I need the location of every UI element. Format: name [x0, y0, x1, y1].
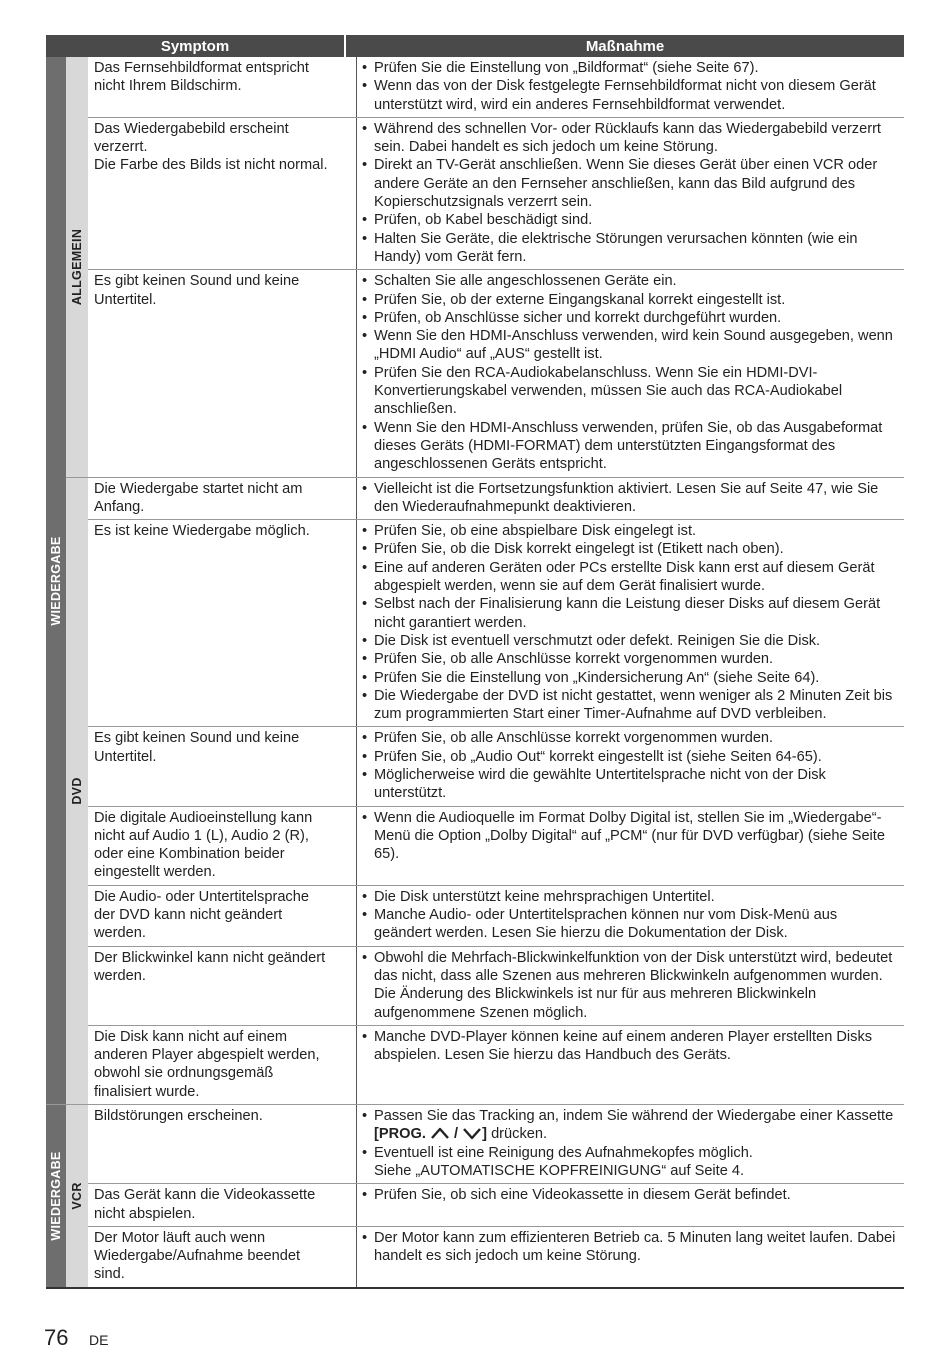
measure-item: [362, 1144, 898, 1162]
measure-item: [362, 595, 898, 632]
measure-text: Prüfen Sie, ob eine abspielbare Disk eingelegt ist.: [374, 523, 697, 540]
symptom-cell: Die digitale Audioeinstellung kann nicht auf Audio 1 (L), Audio 2 (R), oder eine Kombination beider eingestellt werden.: [88, 807, 357, 885]
bullet-icon: •: [362, 157, 368, 174]
measure-item: [362, 291, 898, 309]
bullet-icon: •: [362, 523, 368, 540]
section-label: [46, 57, 66, 1104]
measure-text: Prüfen Sie, ob sich eine Videokassette in diesem Gerät befindet.: [374, 1187, 791, 1204]
measure-cell: [357, 807, 904, 885]
measure-continuation: Siehe „AUTOMATISCHE KOPFREINIGUNG“ auf Seite 4.: [374, 1162, 745, 1179]
symptom-cell: Es gibt keinen Sound und keine Untertitel.: [88, 270, 357, 476]
measure-item: [362, 419, 898, 474]
subsection-allgemein: [66, 57, 904, 477]
measure-text: Prüfen Sie, ob die Disk korrekt eingelegt ist (Etikett nach oben).: [374, 541, 784, 558]
measure-item: [362, 687, 898, 724]
subsection-label-text: DVD: [70, 777, 84, 805]
measure-text: Vielleicht ist die Fortsetzungsfunktion aktiviert. Lesen Sie auf Seite 47, wie Sie den Wiederaufnahmepunkt deaktivieren.: [374, 480, 879, 515]
bullet-icon: •: [362, 328, 368, 345]
measure-cell: [357, 1026, 904, 1104]
bullet-icon: •: [362, 651, 368, 668]
chevron-up-icon: [430, 1126, 450, 1140]
measure-text: Während des schnellen Vor- oder Rücklaufs kann das Wiedergabebild verzerrt sein. Dabei handelt es sich jedoch um keine Störung.: [374, 120, 881, 156]
prog-key-label: [374, 1126, 487, 1142]
measure-item: [362, 59, 898, 77]
table-row: [88, 806, 904, 885]
bullet-icon: •: [362, 730, 368, 747]
measure-item: [362, 906, 898, 943]
section-wiedergabe-disc: [46, 57, 904, 1104]
measure-text: Prüfen Sie die Einstellung von „Bildformat“ (siehe Seite 67).: [374, 60, 759, 76]
measure-item: [362, 949, 898, 1022]
measure-item: [362, 1229, 898, 1266]
measure-cell: [357, 947, 904, 1025]
measure-item: [362, 669, 898, 687]
language-code: DE: [89, 1332, 109, 1348]
bullet-icon: •: [362, 907, 368, 924]
symptom-cell: Es gibt keinen Sound und keine Untertitel.: [88, 727, 357, 805]
measure-text: Selbst nach der Finalisierung kann die Leistung dieser Disks auf diesem Gerät nicht garantiert werden.: [374, 596, 881, 631]
symptom-cell: Der Motor läuft auch wenn Wiedergabe/Aufnahme beendet sind.: [88, 1227, 357, 1287]
measure-item: [362, 1107, 898, 1144]
table-row: [88, 946, 904, 1025]
prog-key-separator: /: [454, 1126, 459, 1143]
bullet-icon: •: [362, 480, 368, 497]
page-number: 76: [44, 1325, 69, 1350]
bullet-icon: •: [362, 687, 368, 704]
table-row: [88, 1183, 904, 1226]
measure-cell: [357, 118, 904, 269]
measure-text: Eine auf anderen Geräten oder PCs erstellte Disk kann erst auf diesem Gerät abgespielt werden, wenn sie auf dem Gerät finalisiert wurde.: [374, 559, 875, 595]
measure-text: Wenn Sie den HDMI-Anschluss verwenden, prüfen Sie, ob das Ausgabeformat dieses Geräts (HDMI-FORMAT) dem unterstützten Eingangsformat des angeschlossenen Geräts entspricht.: [374, 419, 883, 473]
table-row: [88, 1226, 904, 1287]
measure-text: Manche Audio- oder Untertitelsprachen können nur vom Disk-Menü aus geändert werden. Lesen Sie hierzu die Dokumentation der Disk.: [374, 907, 838, 942]
measure-text: Prüfen Sie, ob alle Anschlüsse korrekt vorgenommen wurden.: [374, 730, 774, 747]
measure-item: [362, 327, 898, 364]
measure-cell: [357, 520, 904, 726]
symptom-cell: Die Audio- oder Untertitelsprache der DVD kann nicht geändert werden.: [88, 886, 357, 946]
measure-text: Prüfen, ob Anschlüsse sicher und korrekt durchgeführt wurden.: [374, 309, 782, 326]
subsection-label-text: VCR: [70, 1182, 84, 1210]
tracking-text: Passen Sie das Tracking an, indem Sie während der Wiedergabe einer Kassette: [374, 1108, 894, 1125]
measure-text: Schalten Sie alle angeschlossenen Geräte ein.: [374, 273, 677, 290]
symptom-cell: Das Fernsehbildformat entspricht nicht Ihrem Bildschirm.: [88, 57, 357, 117]
measure-text: Halten Sie Geräte, die elektrische Störungen verursachen könnten (wie ein Handy) vom Gerät fern.: [374, 230, 858, 265]
symptom-cell: Bildstörungen erscheinen.: [88, 1105, 357, 1183]
table-row: [88, 519, 904, 726]
bullet-icon: •: [362, 291, 368, 308]
troubleshooting-table: [46, 35, 904, 1289]
measure-text: Wenn Sie den HDMI-Anschluss verwenden, wird kein Sound ausgegeben, wenn „HDMI Audio“ auf „AUS“ gestellt ist.: [374, 328, 893, 363]
measure-item: [362, 888, 898, 906]
bullet-icon: •: [362, 364, 368, 381]
measure-item: [362, 632, 898, 650]
measure-text: Eventuell ist eine Reinigung des Aufnahmekopfes möglich.: [374, 1144, 753, 1161]
bullet-icon: •: [362, 888, 368, 905]
section-wiedergabe-vcr: [46, 1104, 904, 1287]
measure-item: [362, 766, 898, 803]
symptom-cell: Der Blickwinkel kann nicht geändert werden.: [88, 947, 357, 1025]
measure-item: [362, 309, 898, 327]
measure-item: [362, 1028, 898, 1065]
measure-cell: [357, 57, 904, 117]
measure-text: Die Disk ist eventuell verschmutzt oder defekt. Reinigen Sie die Disk.: [374, 632, 821, 649]
symptom-cell: Das Gerät kann die Videokassette nicht abspielen.: [88, 1184, 357, 1226]
measure-item: [362, 272, 898, 290]
bullet-icon: •: [362, 559, 368, 576]
measure-item: [362, 230, 898, 267]
subsection-label-text: ALLGEMEIN: [70, 228, 84, 305]
subsection-label: [66, 57, 88, 477]
measure-text: Wenn die Audioquelle im Format Dolby Digital ist, stellen Sie im „Wiedergabe“-Menü die Option „Dolby Digital“ auf „PCM“ (nur für DVD verfügbar) (siehe Seite 65).: [374, 809, 885, 863]
table-row: [88, 1105, 904, 1183]
subsection-vcr: [66, 1105, 904, 1287]
measure-text: Der Motor kann zum effizienteren Betrieb ca. 5 Minuten lang weitet laufen. Dabei handelt es sich jedoch um keine Störung.: [374, 1229, 896, 1265]
bullet-icon: •: [362, 1229, 368, 1246]
measure-cell: [357, 727, 904, 805]
symptom-cell: Die Wiedergabe startet nicht am Anfang.: [88, 478, 357, 520]
bullet-icon: •: [362, 669, 368, 686]
symptom-cell: Die Disk kann nicht auf einem anderen Player abgespielt werden, obwohl sie ordnungsgemäß finalisiert wurde.: [88, 1026, 357, 1104]
measure-item: [362, 748, 898, 766]
table-row: [88, 269, 904, 476]
measure-item: [362, 77, 898, 114]
bullet-icon: •: [362, 1144, 368, 1161]
measure-text: Manche DVD-Player können keine auf einem anderen Player erstellten Disks abspielen. Lesen Sie hierzu das Handbuch des Geräts.: [374, 1028, 873, 1064]
subsection-label: [66, 1105, 88, 1287]
measure-item: [362, 1186, 898, 1204]
measure-text: Prüfen, ob Kabel beschädigt sind.: [374, 212, 593, 229]
subsection-label: [66, 478, 88, 1105]
measure-item: [362, 540, 898, 558]
table-row: [88, 117, 904, 269]
table-row: [88, 478, 904, 520]
bullet-icon: •: [362, 230, 368, 247]
bullet-icon: •: [362, 949, 368, 966]
bullet-icon: •: [362, 309, 368, 326]
bullet-icon: •: [362, 596, 368, 613]
bullet-icon: •: [362, 632, 368, 649]
bullet-icon: •: [362, 1028, 368, 1045]
measure-text: Die Wiedergabe der DVD ist nicht gestattet, wenn weniger als 2 Minuten Zeit bis zum programmierten Start einer Timer-Aufnahme auf DVD verbleiben.: [374, 687, 893, 723]
bullet-icon: •: [362, 809, 368, 826]
measure-item: [362, 364, 898, 419]
measure-text: [374, 1107, 898, 1144]
subsection-dvd: [66, 477, 904, 1105]
section-label-text: WIEDERGABE: [49, 1151, 63, 1241]
tracking-text-end: drücken.: [487, 1126, 548, 1143]
measure-item: [362, 120, 898, 157]
measure-cell: [357, 1184, 904, 1226]
measure-text: Prüfen Sie den RCA-Audiokabelanschluss. Wenn Sie ein HDMI-DVI-Konvertierungskabel verwenden, müssen Sie auch das RCA-Audiokabel anschließen.: [374, 364, 843, 418]
bullet-icon: •: [362, 120, 368, 137]
measure-item: [362, 729, 898, 747]
table-row: [88, 726, 904, 805]
measure-text: Prüfen Sie die Einstellung von „Kindersicherung An“ (siehe Seite 64).: [374, 669, 820, 686]
measure-text: Prüfen Sie, ob alle Anschlüsse korrekt vorgenommen wurden.: [374, 651, 774, 668]
prog-key-close: ]: [482, 1126, 488, 1143]
prog-key-open: [PROG.: [374, 1126, 426, 1143]
measure-cell: [357, 478, 904, 520]
measure-item: [362, 559, 898, 596]
measure-cell: [357, 886, 904, 946]
table-header: [46, 35, 904, 57]
measure-cell: [357, 1105, 904, 1183]
measure-text: Prüfen Sie, ob der externe Eingangskanal korrekt eingestellt ist.: [374, 291, 786, 308]
measure-text: Wenn das von der Disk festgelegte Fernsehbildformat nicht von diesem Gerät unterstützt wird, wird ein anderes Fernsehbildformat verwendet.: [374, 78, 876, 113]
bullet-icon: •: [362, 766, 368, 783]
symptom-cell: Das Wiedergabebild erscheint verzerrt. Die Farbe des Bilds ist nicht normal.: [88, 118, 357, 269]
measure-cell: [357, 270, 904, 476]
bullet-icon: •: [362, 212, 368, 229]
chevron-down-icon: [462, 1126, 482, 1140]
symptom-header: Symptom: [160, 37, 230, 55]
table-row: [88, 1025, 904, 1104]
measure-text: Obwohl die Mehrfach-Blickwinkelfunktion von der Disk unterstützt wird, bedeutet das nicht, dass alle Szenen aus mehreren Blickwinkeln aufgenommen wurden. Die Änderung des Blickwinkels ist nur für aus mehreren Blickwinkeln aufgenommene Szenen möglich.: [374, 949, 893, 1021]
symptom-cell: Es ist keine Wiedergabe möglich.: [88, 520, 357, 726]
bullet-icon: •: [362, 419, 368, 436]
measure-text: Direkt an TV-Gerät anschließen. Wenn Sie dieses Gerät über einen VCR oder andere Geräte an den Fernseher anschließen, kann das Bild aufgrund des Kopierschutzsignals verzerrt sein.: [374, 157, 878, 211]
measure-text: Möglicherweise wird die gewählte Untertitelsprache nicht von der Disk unterstützt.: [374, 766, 826, 802]
measure-item: [362, 480, 898, 517]
measure-item: [362, 650, 898, 668]
measure-item: [362, 211, 898, 229]
section-label-text: WIEDERGABE: [49, 535, 63, 626]
measure-text: Prüfen Sie, ob „Audio Out“ korrekt eingestellt ist (siehe Seiten 64-65).: [374, 748, 822, 765]
bullet-icon: •: [362, 1108, 368, 1125]
bullet-icon: •: [362, 78, 368, 95]
bullet-icon: •: [362, 541, 368, 558]
measure-text: Die Disk unterstützt keine mehrsprachigen Untertitel.: [374, 888, 715, 905]
bullet-icon: •: [362, 60, 368, 76]
measure-header: Maßnahme: [344, 35, 904, 57]
section-label: [46, 1105, 66, 1287]
bullet-icon: •: [362, 273, 368, 290]
measure-cell: [357, 1227, 904, 1287]
bullet-icon: •: [362, 1187, 368, 1204]
measure-item: [362, 522, 898, 540]
measure-item: [362, 156, 898, 211]
table-row: [88, 57, 904, 117]
measure-item: [362, 809, 898, 864]
bullet-icon: •: [362, 748, 368, 765]
table-row: [88, 885, 904, 946]
